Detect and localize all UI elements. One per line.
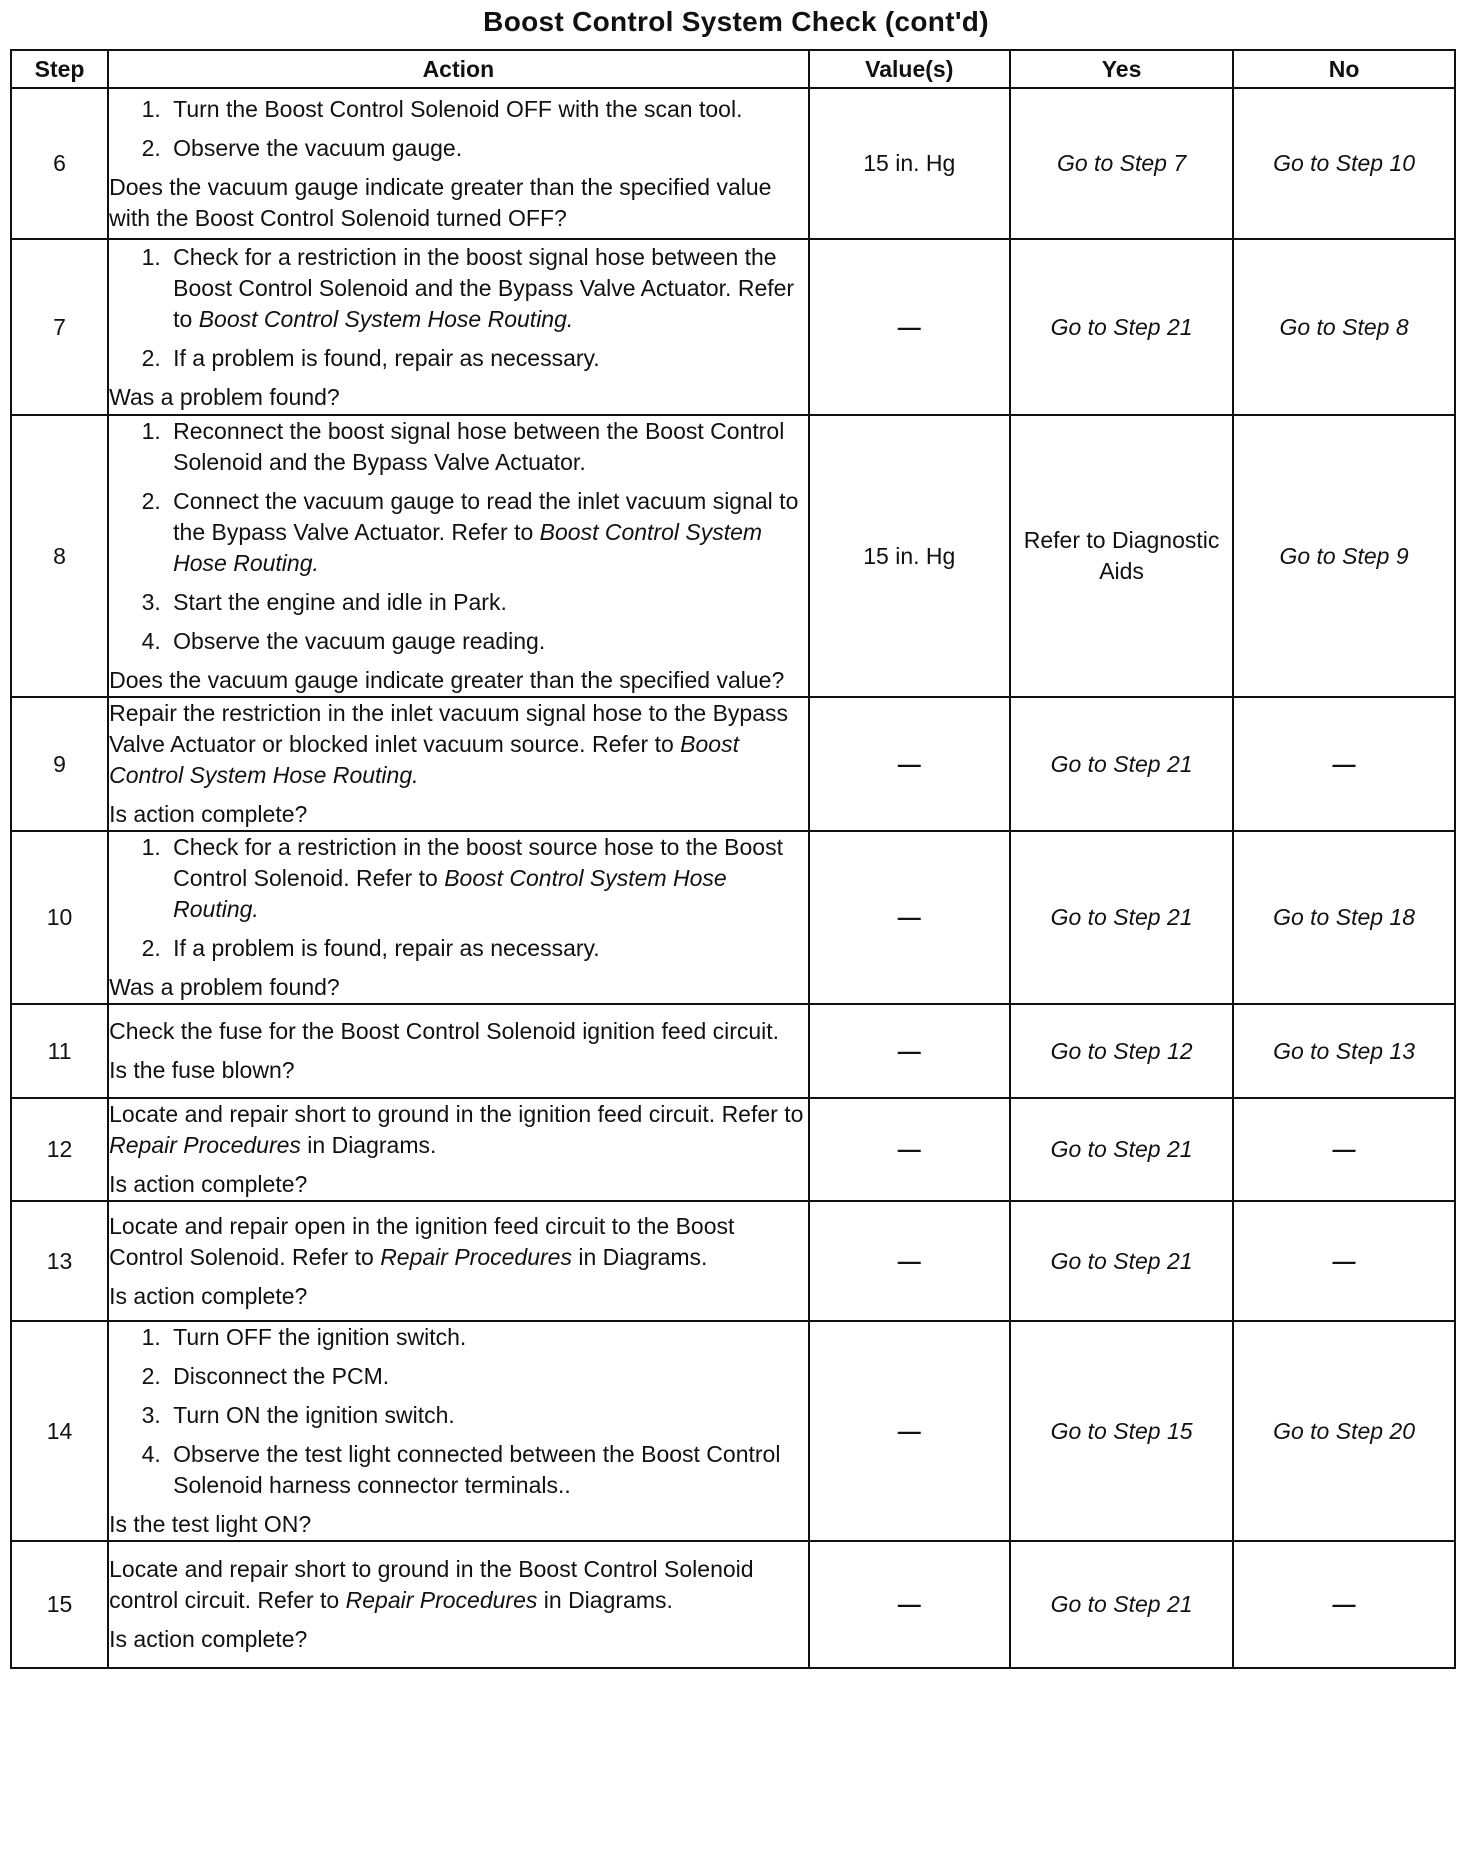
action-question: Is action complete? — [109, 1171, 308, 1197]
no-cell: Go to Step 13 — [1233, 1004, 1455, 1098]
header-no: No — [1233, 50, 1455, 88]
yes-cell: Go to Step 21 — [1010, 1201, 1233, 1321]
table-row — [11, 1201, 1455, 1321]
value-cell: 15 in. Hg — [809, 415, 1010, 697]
action-item: 1. Reconnect the boost signal hose between the Boost Control Solenoid and the Bypass Valve Actuator. — [167, 416, 807, 478]
reference-link: Repair Procedures — [109, 1132, 301, 1158]
action-text — [109, 1554, 807, 1616]
action-text — [109, 1099, 807, 1161]
header-action: Action — [108, 50, 808, 88]
action-item: 3. Turn ON the ignition switch. — [167, 1400, 807, 1431]
step-number: 11 — [11, 1004, 108, 1098]
reference-link: Boost Control System Hose Routing. — [173, 519, 763, 576]
value-cell: — — [809, 1321, 1010, 1541]
value-cell: 15 in. Hg — [809, 88, 1010, 239]
action-item: 1. Turn the Boost Control Solenoid OFF with the scan tool. — [167, 94, 807, 125]
action-text-tail: in Diagrams. — [543, 1587, 673, 1613]
action-cell — [108, 1201, 808, 1321]
reference-link: Repair Procedures — [345, 1587, 538, 1613]
value-cell: — — [809, 697, 1010, 831]
action-question: Does the vacuum gauge indicate greater than the specified value? — [109, 667, 785, 693]
value-cell: — — [809, 831, 1010, 1004]
action-item: 4. Observe the vacuum gauge reading. — [167, 626, 807, 657]
yes-cell: Go to Step 21 — [1010, 239, 1233, 415]
no-cell: Go to Step 9 — [1233, 415, 1455, 697]
no-cell: Go to Step 8 — [1233, 239, 1455, 415]
step-number: 7 — [11, 239, 108, 415]
action-question: Was a problem found? — [109, 974, 340, 1000]
action-text-tail: in Diagrams. — [578, 1243, 708, 1270]
action-item: 2. Observe the vacuum gauge. — [167, 133, 807, 164]
action-question: Was a problem found? — [109, 383, 340, 410]
reference-link: Repair Procedures — [380, 1243, 572, 1270]
step-number: 8 — [11, 415, 108, 697]
header-row — [11, 50, 1455, 88]
value-cell: — — [809, 239, 1010, 415]
action-cell — [108, 1004, 808, 1098]
action-text-tail: in Diagrams. — [307, 1132, 437, 1158]
value-cell: — — [809, 1541, 1010, 1668]
no-cell: — — [1233, 1201, 1455, 1321]
step-number: 15 — [11, 1541, 108, 1668]
action-item: 1. Turn OFF the ignition switch. — [167, 1322, 807, 1353]
table-row — [11, 1321, 1455, 1541]
value-cell: — — [809, 1004, 1010, 1098]
yes-cell: Go to Step 15 — [1010, 1321, 1233, 1541]
action-text-body: Repair the restriction in the inlet vacuum signal hose to the Bypass Valve Actuator or blocked inlet vacuum source. Refer to — [109, 700, 788, 757]
action-item — [167, 486, 807, 579]
action-question: Is action complete? — [109, 1282, 308, 1309]
step-number: 9 — [11, 697, 108, 831]
action-cell — [108, 88, 808, 239]
no-cell: Go to Step 20 — [1233, 1321, 1455, 1541]
action-text-body: Locate and repair short to ground in the ignition feed circuit. Refer to — [109, 1101, 804, 1127]
action-item-text: Check for a restriction in the boost signal hose between the Boost Control Solenoid and the Bypass Valve Actuator. Refer to — [173, 243, 795, 332]
table-row — [11, 1004, 1455, 1098]
action-cell — [108, 1541, 808, 1668]
no-cell: Go to Step 18 — [1233, 831, 1455, 1004]
action-question: Is action complete? — [109, 801, 308, 827]
reference-link: Boost Control System Hose Routing. — [109, 731, 739, 788]
no-cell: — — [1233, 1541, 1455, 1668]
step-number: 13 — [11, 1201, 108, 1321]
table-row — [11, 831, 1455, 1004]
no-cell: — — [1233, 697, 1455, 831]
step-number: 6 — [11, 88, 108, 239]
step-number: 10 — [11, 831, 108, 1004]
header-values: Value(s) — [809, 50, 1010, 88]
action-item: 2. If a problem is found, repair as necessary. — [167, 343, 807, 374]
action-cell — [108, 697, 808, 831]
action-cell — [108, 415, 808, 697]
action-item: 3. Start the engine and idle in Park. — [167, 587, 807, 618]
yes-cell: Go to Step 21 — [1010, 1541, 1233, 1668]
reference-link: Boost Control System Hose Routing. — [173, 865, 727, 922]
action-item-text: Check for a restriction in the boost source hose to the Boost Control Solenoid. Refer to — [173, 834, 783, 891]
header-step: Step — [11, 50, 108, 88]
table-row — [11, 88, 1455, 239]
yes-cell: Go to Step 21 — [1010, 697, 1233, 831]
yes-cell: Go to Step 12 — [1010, 1004, 1233, 1098]
yes-cell: Go to Step 21 — [1010, 1098, 1233, 1201]
action-text — [109, 698, 807, 791]
action-item — [167, 242, 807, 335]
page-title: Boost Control System Check (cont'd) — [483, 6, 989, 37]
action-cell — [108, 831, 808, 1004]
table-row — [11, 239, 1455, 415]
action-item-text: Connect the vacuum gauge to read the inlet vacuum signal to the Bypass Valve Actuator. Refer to — [173, 488, 799, 545]
table-row — [11, 1541, 1455, 1668]
action-item: 2. If a problem is found, repair as necessary. — [167, 933, 807, 964]
no-cell: — — [1233, 1098, 1455, 1201]
action-text: Check the fuse for the Boost Control Solenoid ignition feed circuit. — [109, 1018, 780, 1044]
table-row — [11, 1098, 1455, 1201]
table-row — [11, 697, 1455, 831]
header-yes: Yes — [1010, 50, 1233, 88]
value-cell: — — [809, 1098, 1010, 1201]
action-cell — [108, 1321, 808, 1541]
action-item: 4. Observe the test light connected between the Boost Control Solenoid harness connector terminals.. — [167, 1439, 807, 1501]
diagnostic-table — [10, 49, 1456, 1669]
action-item — [167, 832, 807, 925]
step-number: 12 — [11, 1098, 108, 1201]
yes-cell: Refer to Diagnostic Aids — [1010, 415, 1233, 697]
no-cell: Go to Step 10 — [1233, 88, 1455, 239]
yes-cell: Go to Step 7 — [1010, 88, 1233, 239]
action-question: Is action complete? — [109, 1626, 308, 1652]
action-question: Does the vacuum gauge indicate greater than the specified value with the Boost Control Solenoid turned OFF? — [109, 173, 772, 231]
action-text-body: Locate and repair short to ground in the Boost Control Solenoid control circuit. Refer to — [109, 1556, 754, 1613]
action-question: Is the fuse blown? — [109, 1057, 295, 1083]
action-item: 2. Disconnect the PCM. — [167, 1361, 807, 1392]
action-question: Is the test light ON? — [109, 1511, 312, 1537]
reference-link: Boost Control System Hose Routing. — [198, 305, 574, 332]
value-cell: — — [809, 1201, 1010, 1321]
step-number: 14 — [11, 1321, 108, 1541]
action-cell — [108, 1098, 808, 1201]
yes-cell: Go to Step 21 — [1010, 831, 1233, 1004]
action-cell — [108, 239, 808, 415]
action-text-body: Locate and repair open in the ignition feed circuit to the Boost Control Solenoid. Refer to — [109, 1212, 735, 1270]
action-text — [109, 1211, 807, 1273]
table-row — [11, 415, 1455, 697]
